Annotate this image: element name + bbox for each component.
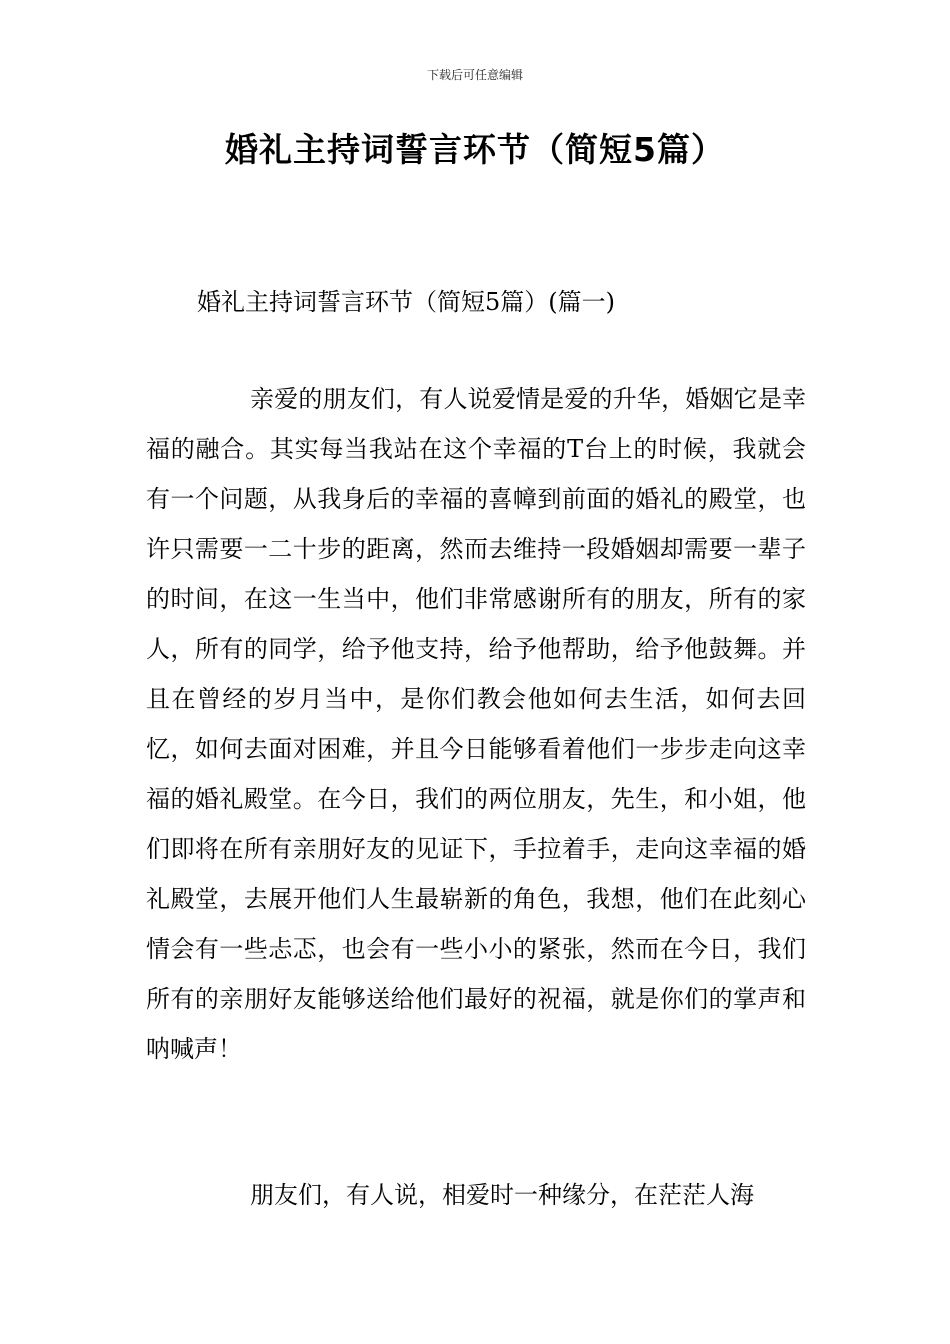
header-note: 下载后可任意编辑 xyxy=(426,68,523,82)
body-paragraph-1: 亲爱的朋友们，有人说爱情是爱的升华，婚姻它是幸福的融合。其实每当我站在这个幸福的T台上的时候，我就会有一个问题，从我身后的幸福的喜幛到前面的婚礼的殿堂，也许只需要一二十步的距离，然而去维持一段婚姻却需要一辈子的时间，在这一生当中，他们非常感谢所有的朋友，所有的家人，所有的同学，给予他支持，给予他帮助，给予他鼓舞。并且在曾经的岁月当中，是你们教会他如何去生活，如何去回忆，如何去面对困难，并且今日能够看着他们一步步走向这幸福的婚礼殿堂。在今日，我们的两位朋友，先生，和小姐，他们即将在所有亲朋好友的见证下，手拉着手，走向这幸福的婚礼殿堂，去展开他们人生最崭新的角色，我想，他们在此刻心情会有一些忐忑，也会有一些小小的紧张，然而在今日，我们所有的亲朋好友能够送给他们最好的祝福，就是你们的掌声和呐喊声！ xyxy=(146,385,806,1063)
section-heading: 婚礼主持词誓言环节（简短5篇）(篇一) xyxy=(197,288,615,316)
body-paragraph-2: 朋友们，有人说，相爱时一种缘分，在茫茫人海 xyxy=(250,1181,754,1209)
document-title: 婚礼主持词誓言环节（简短5篇） xyxy=(225,130,725,169)
